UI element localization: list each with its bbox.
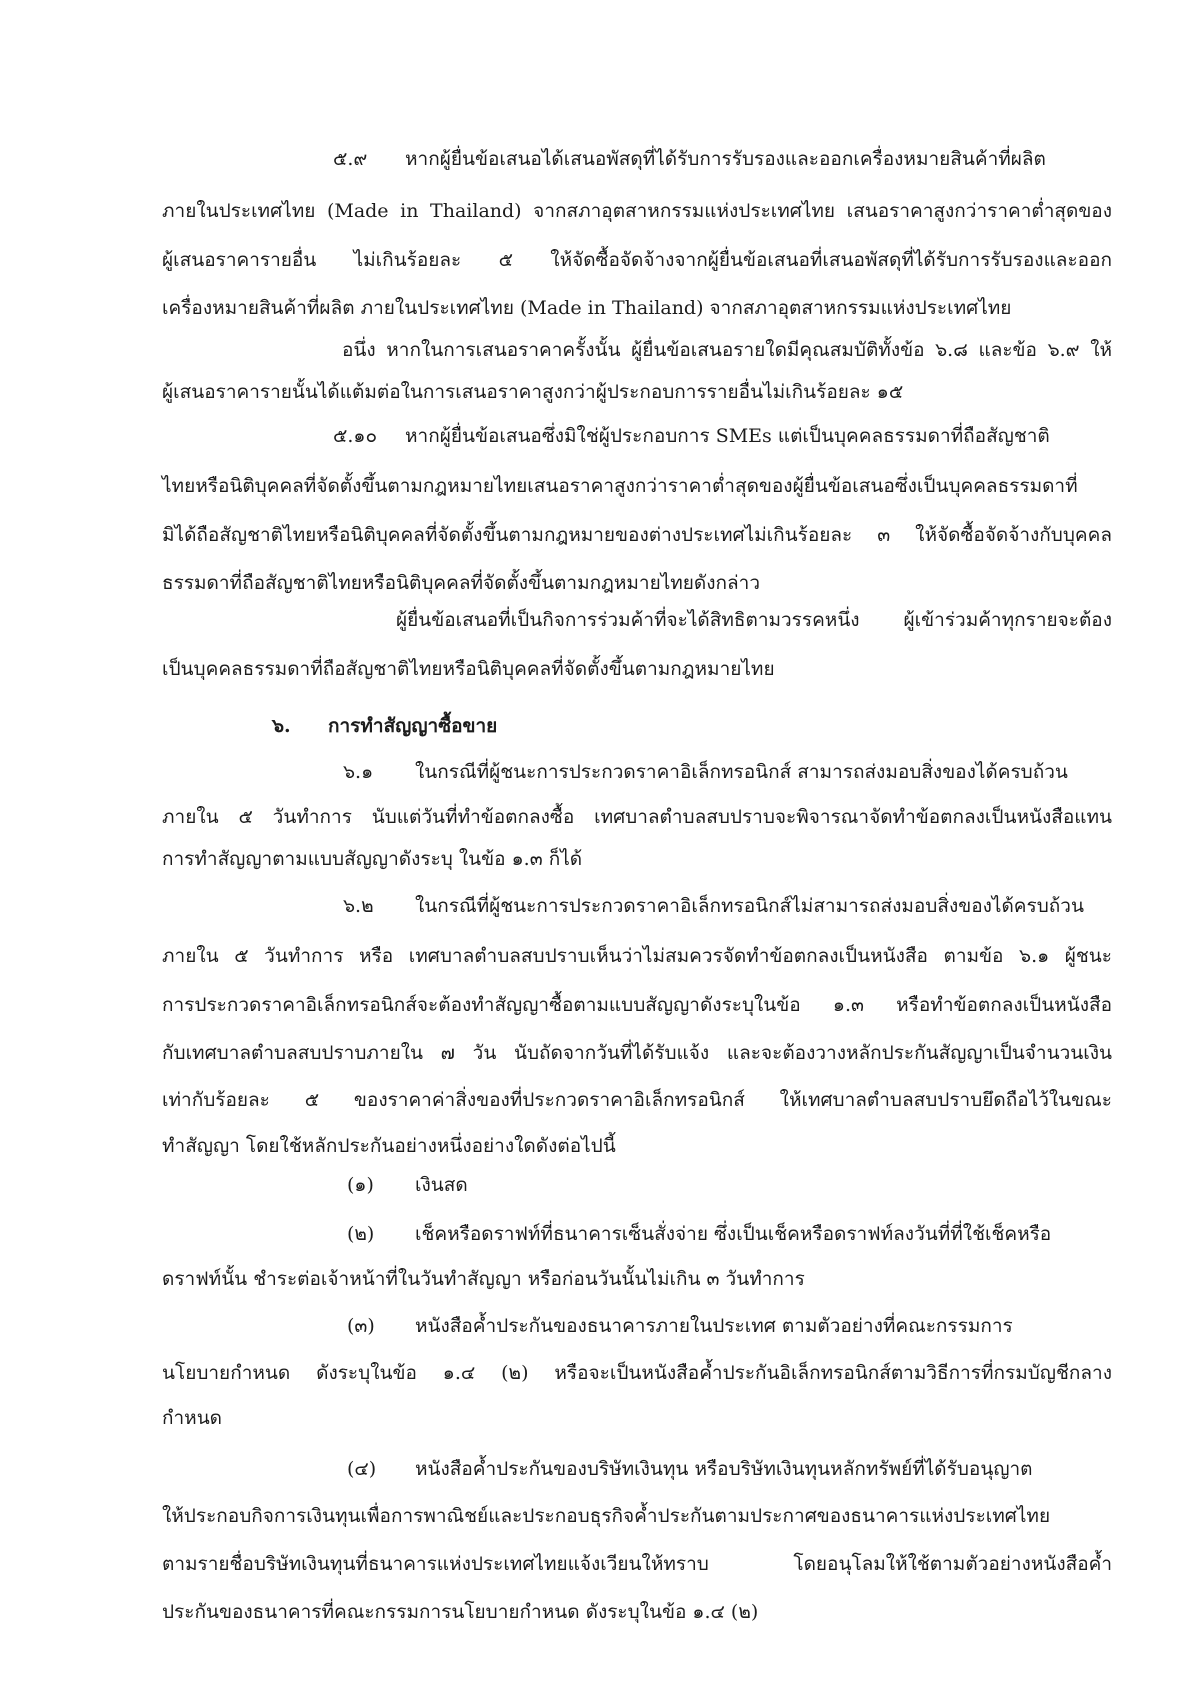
item-1-line [347,1172,468,1198]
clause-number: ๕.๑๐ [333,425,378,447]
clause-6-2-first-line [343,893,1084,919]
text-line: ภายใน ๕ วันทำการ นับแต่วันที่ทำข้อตกลงซื้อ เทศบาลตำบลสบปราบจะพิจารณาจัดทำข้อตกลงเป็นหนังสือแทน [162,806,1112,828]
text-line: การประกวดราคาอิเล็กทรอนิกส์จะต้องทำสัญญาซื้อตามแบบสัญญาดังระบุในข้อ ๑.๓ หรือทำข้อตกลงเป็นหนังสือ [162,994,1112,1016]
text-line: การทำสัญญาตามแบบสัญญาดังระบุ ในข้อ ๑.๓ ก็ได้ [162,848,583,870]
text-line: กับเทศบาลตำบลสบปราบภายใน ๗ วัน นับถัดจากวันที่ได้รับแจ้ง และจะต้องวางหลักประกันสัญญาเป็นจำนวนเงิน [162,1042,1112,1064]
text-line: เครื่องหมายสินค้าที่ผลิต ภายในประเทศไทย (Made in Thailand) จากสภาอุตสาหกรรมแห่งประเทศไทย [162,297,1012,319]
item-number: (๒) [347,1223,375,1245]
text-line: มิได้ถือสัญชาติไทยหรือนิติบุคคลที่จัดตั้งขึ้นตามกฎหมายของต่างประเทศไม่เกินร้อยละ ๓ ให้จัดซื้อจัดจ้างกับบุคคล [162,524,1112,546]
text-line: เท่ากับร้อยละ ๕ ของราคาค่าสิ่งของที่ประกวดราคาอิเล็กทรอนิกส์ ให้เทศบาลตำบลสบปราบยึดถือไว้ในขณะ [162,1089,1112,1111]
item-number: (๔) [347,1458,377,1480]
text-line: กำหนด [162,1407,223,1429]
text-line: ภายใน ๕ วันทำการ หรือ เทศบาลตำบลสบปราบเห็นว่าไม่สมควรจัดทำข้อตกลงเป็นหนังสือ ตามข้อ ๖.๑ ผู้ชนะ [162,945,1112,967]
text-line: ดราฟท์นั้น ชำระต่อเจ้าหน้าที่ในวันทำสัญญา หรือก่อนวันนั้นไม่เกิน ๓ วันทำการ [162,1268,805,1290]
text-line: ผู้เสนอราคารายนั้นได้แต้มต่อในการเสนอราคาสูงกว่าผู้ประกอบการรายอื่นไม่เกินร้อยละ ๑๕ [162,381,904,403]
text-line: ผู้ยื่นข้อเสนอที่เป็นกิจการร่วมค้าที่จะได้สิทธิตามวรรคหนึ่ง ผู้เข้าร่วมค้าทุกรายจะต้อง [396,609,1112,631]
item-number: (๑) [347,1174,374,1196]
clause-text: ในกรณีที่ผู้ชนะการประกวดราคาอิเล็กทรอนิกส์ สามารถส่งมอบสิ่งของได้ครบถ้วน [415,761,1068,783]
text-line: ธรรมดาที่ถือสัญชาติไทยหรือนิติบุคคลที่จัดตั้งขึ้นตามกฎหมายไทยดังกล่าว [162,572,761,594]
clause-number: ๕.๙ [333,148,368,170]
text-line: เป็นบุคคลธรรมดาที่ถือสัญชาติไทยหรือนิติบุคคลที่จัดตั้งขึ้นตามกฎหมายไทย [162,658,775,680]
text-line: นโยบายกำหนด ดังระบุในข้อ ๑.๔ (๒) หรือจะเป็นหนังสือค้ำประกันอิเล็กทรอนิกส์ตามวิธีการที่กรมบัญชีกลาง [162,1362,1112,1384]
section-title: การทำสัญญาซื้อขาย [328,715,498,737]
text-line: ตามรายชื่อบริษัทเงินทุนที่ธนาคารแห่งประเทศไทยแจ้งเวียนให้ทราบ โดยอนุโลมให้ใช้ตามตัวอย่างหนังสือค้ำ [162,1553,1112,1575]
text-line: ทำสัญญา โดยใช้หลักประกันอย่างหนึ่งอย่างใดดังต่อไปนี้ [162,1135,616,1157]
item-2-first-line [347,1221,1112,1247]
section-6-heading [272,713,497,739]
item-number: (๓) [347,1315,375,1337]
item-3-first-line [347,1313,1013,1339]
item-4-first-line [347,1456,1033,1482]
item-text: เช็คหรือดราฟท์ที่ธนาคารเซ็นสั่งจ่าย ซึ่งเป็นเช็คหรือดราฟท์ลงวันที่ที่ใช้เช็คหรือ [415,1223,1052,1245]
clause-text: ในกรณีที่ผู้ชนะการประกวดราคาอิเล็กทรอนิกส์ไม่สามารถส่งมอบสิ่งของได้ครบถ้วน [415,895,1084,917]
item-text: หนังสือค้ำประกันของธนาคารภายในประเทศ ตามตัวอย่างที่คณะกรรมการ [415,1315,1013,1337]
text-line: ประกันของธนาคารที่คณะกรรมการนโยบายกำหนด ดังระบุในข้อ ๑.๔ (๒) [162,1601,759,1623]
text-line: ภายในประเทศไทย (Made in Thailand) จากสภาอุตสาหกรรมแห่งประเทศไทย เสนอราคาสูงกว่าราคาต่ำสุดของ [162,200,1112,222]
clause-5-10-first-line [333,423,1050,449]
clause-6-1-first-line [343,759,1068,785]
text-line: อนึ่ง หากในการเสนอราคาครั้งนั้น ผู้ยื่นข้อเสนอรายใดมีคุณสมบัติทั้งข้อ ๖.๘ และข้อ ๖.๙ ให้ [342,339,1112,361]
clause-5-9-first-line [333,146,1046,172]
clause-text: หากผู้ยื่นข้อเสนอได้เสนอพัสดุที่ได้รับการรับรองและออกเครื่องหมายสินค้าที่ผลิต [405,148,1046,170]
item-text: หนังสือค้ำประกันของบริษัทเงินทุน หรือบริษัทเงินทุนหลักทรัพย์ที่ได้รับอนุญาต [415,1458,1033,1480]
section-number: ๖. [272,715,291,737]
clause-text: หากผู้ยื่นข้อเสนอซึ่งมิใช่ผู้ประกอบการ SMEs แต่เป็นบุคคลธรรมดาที่ถือสัญชาติ [405,425,1050,447]
text-line: ไทยหรือนิติบุคคลที่จัดตั้งขึ้นตามกฎหมายไทยเสนอราคาสูงกว่าราคาต่ำสุดของผู้ยื่นข้อเสนอซึ่งเป็นบุคคลธรรมดาที่ [162,475,1078,497]
text-line: ผู้เสนอราคารายอื่น ไม่เกินร้อยละ ๕ ให้จัดซื้อจัดจ้างจากผู้ยื่นข้อเสนอที่เสนอพัสดุที่ได้รับการรับรองและออก [162,249,1112,271]
item-text: เงินสด [415,1174,468,1196]
clause-number: ๖.๒ [343,895,374,917]
text-line: ให้ประกอบกิจการเงินทุนเพื่อการพาณิชย์และประกอบธุรกิจค้ำประกันตามประกาศของธนาคารแห่งประเทศไทย [162,1505,1051,1527]
clause-number: ๖.๑ [343,761,374,783]
